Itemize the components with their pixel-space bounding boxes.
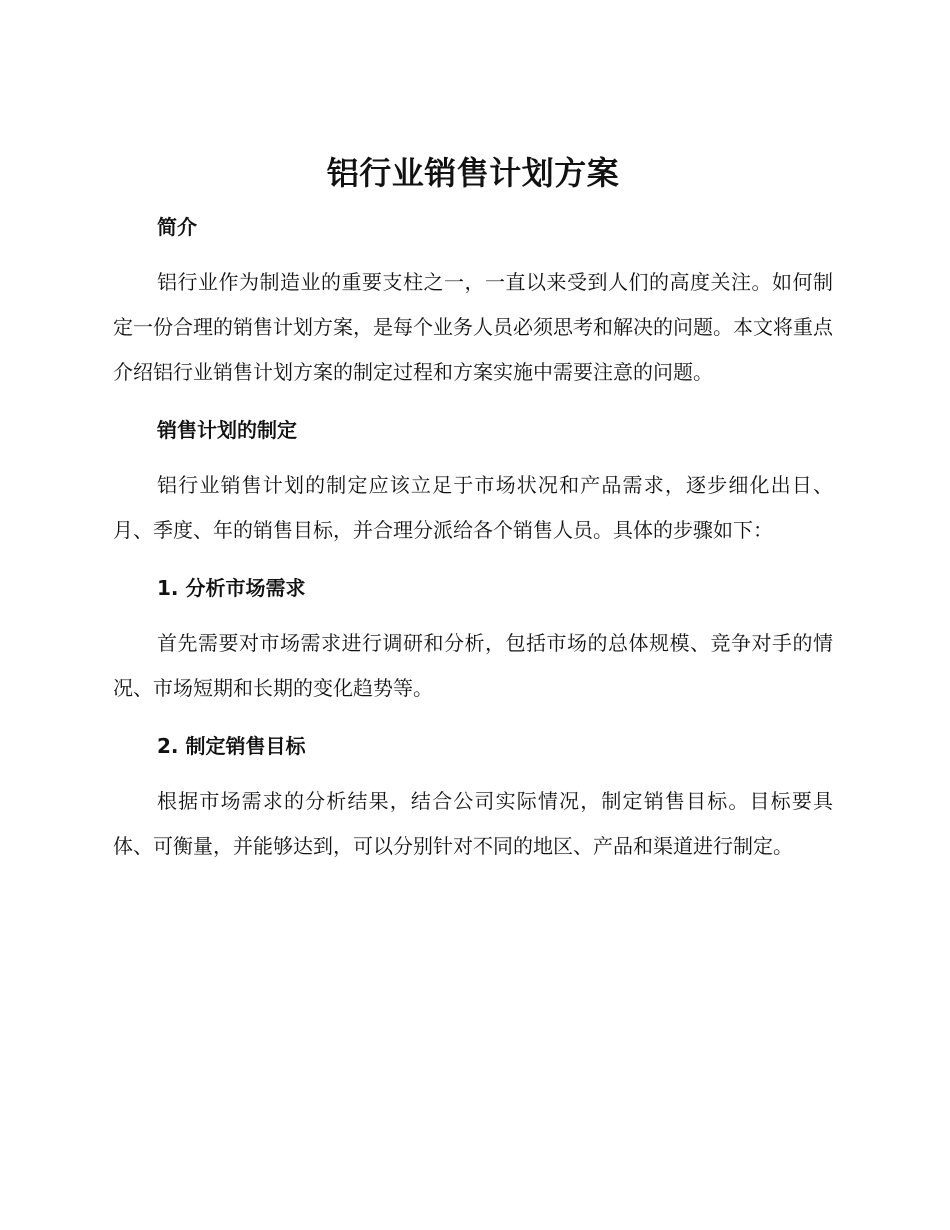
- section-paragraph-plan-formulation: 铝行业销售计划的制定应该立足于市场状况和产品需求，逐步细化出日、月、季度、年的销售目标，并合理分派给各个销售人员。具体的步骤如下：: [113, 473, 833, 542]
- spacer: [113, 711, 833, 731]
- spacer: [113, 761, 833, 779]
- spacer: [113, 603, 833, 621]
- section-heading-plan-formulation: 销售计划的制定: [157, 418, 297, 442]
- section-paragraph-introduction: 铝行业作为制造业的重要支柱之一，一直以来受到人们的高度关注。如何制定一份合理的销售计划方案，是每个业务人员必须思考和解决的问题。本文将重点介绍铝行业销售计划方案的制定过程和方案实施中需要注意的问题。: [113, 270, 833, 384]
- document-title: 铝行业销售计划方案: [326, 154, 620, 192]
- document-body: [113, 150, 833, 869]
- section-heading-introduction: 简介: [157, 215, 197, 239]
- spacer: [113, 553, 833, 573]
- section-heading-market-analysis: 1. 分析市场需求: [157, 576, 306, 600]
- spacer: [113, 242, 833, 260]
- spacer: [113, 395, 833, 415]
- spacer: [113, 445, 833, 463]
- section-heading-sales-targets: 2. 制定销售目标: [157, 734, 306, 758]
- section-paragraph-sales-targets: 根据市场需求的分析结果，结合公司实际情况，制定销售目标。目标要具体、可衡量，并能够达到，可以分别针对不同的地区、产品和渠道进行制定。: [113, 789, 833, 858]
- section-paragraph-market-analysis: 首先需要对市场需求进行调研和分析，包括市场的总体规模、竞争对手的情况、市场短期和长期的变化趋势等。: [113, 631, 833, 700]
